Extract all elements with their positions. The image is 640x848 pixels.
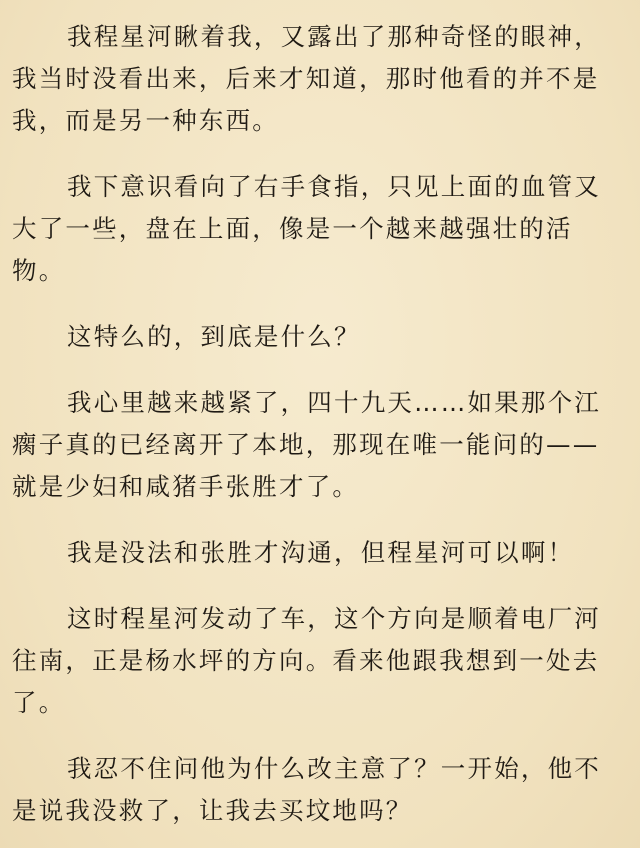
text-line: 我，而是另一种东西。: [12, 106, 279, 135]
text-line: 就是少妇和咸猪手张胜才了。: [12, 472, 360, 501]
text-line: 大了一些，盘在上面，像是一个越来越强壮的活: [12, 214, 573, 243]
text-line: 我程星河瞅着我，又露出了那种奇怪的眼神，: [67, 22, 601, 51]
paragraph-1: [12, 16, 628, 142]
text-line: 瘸子真的已经离开了本地，那现在唯一能问的——: [12, 430, 600, 459]
text-line: 我下意识看向了右手食指，只见上面的血管又: [67, 172, 601, 201]
paragraph-6: [12, 598, 628, 724]
paragraph-3: [12, 316, 628, 358]
text-line: 这时程星河发动了车，这个方向是顺着电厂河: [67, 604, 601, 633]
text-line: 我忍不住问他为什么改主意了？一开始，他不: [67, 754, 601, 783]
text-line: 这特么的，到底是什么？: [67, 322, 361, 351]
paragraph-7: [12, 748, 628, 832]
text-line: 我心里越来越紧了，四十九天……如果那个江: [67, 388, 601, 417]
paragraph-5: [12, 532, 628, 574]
text-line: 是说我没救了，让我去买坟地吗？: [12, 796, 413, 825]
text-line: 物。: [12, 256, 66, 285]
text-line: 我是没法和张胜才沟通，但程星河可以啊！: [67, 538, 575, 567]
text-line: 往南，正是杨水坪的方向。看来他跟我想到一处去: [12, 646, 600, 675]
text-line: 我当时没看出来，后来才知道，那时他看的并不是: [12, 64, 600, 93]
text-line: 了。: [12, 688, 66, 717]
paragraph-4: [12, 382, 628, 508]
paragraph-2: [12, 166, 628, 292]
